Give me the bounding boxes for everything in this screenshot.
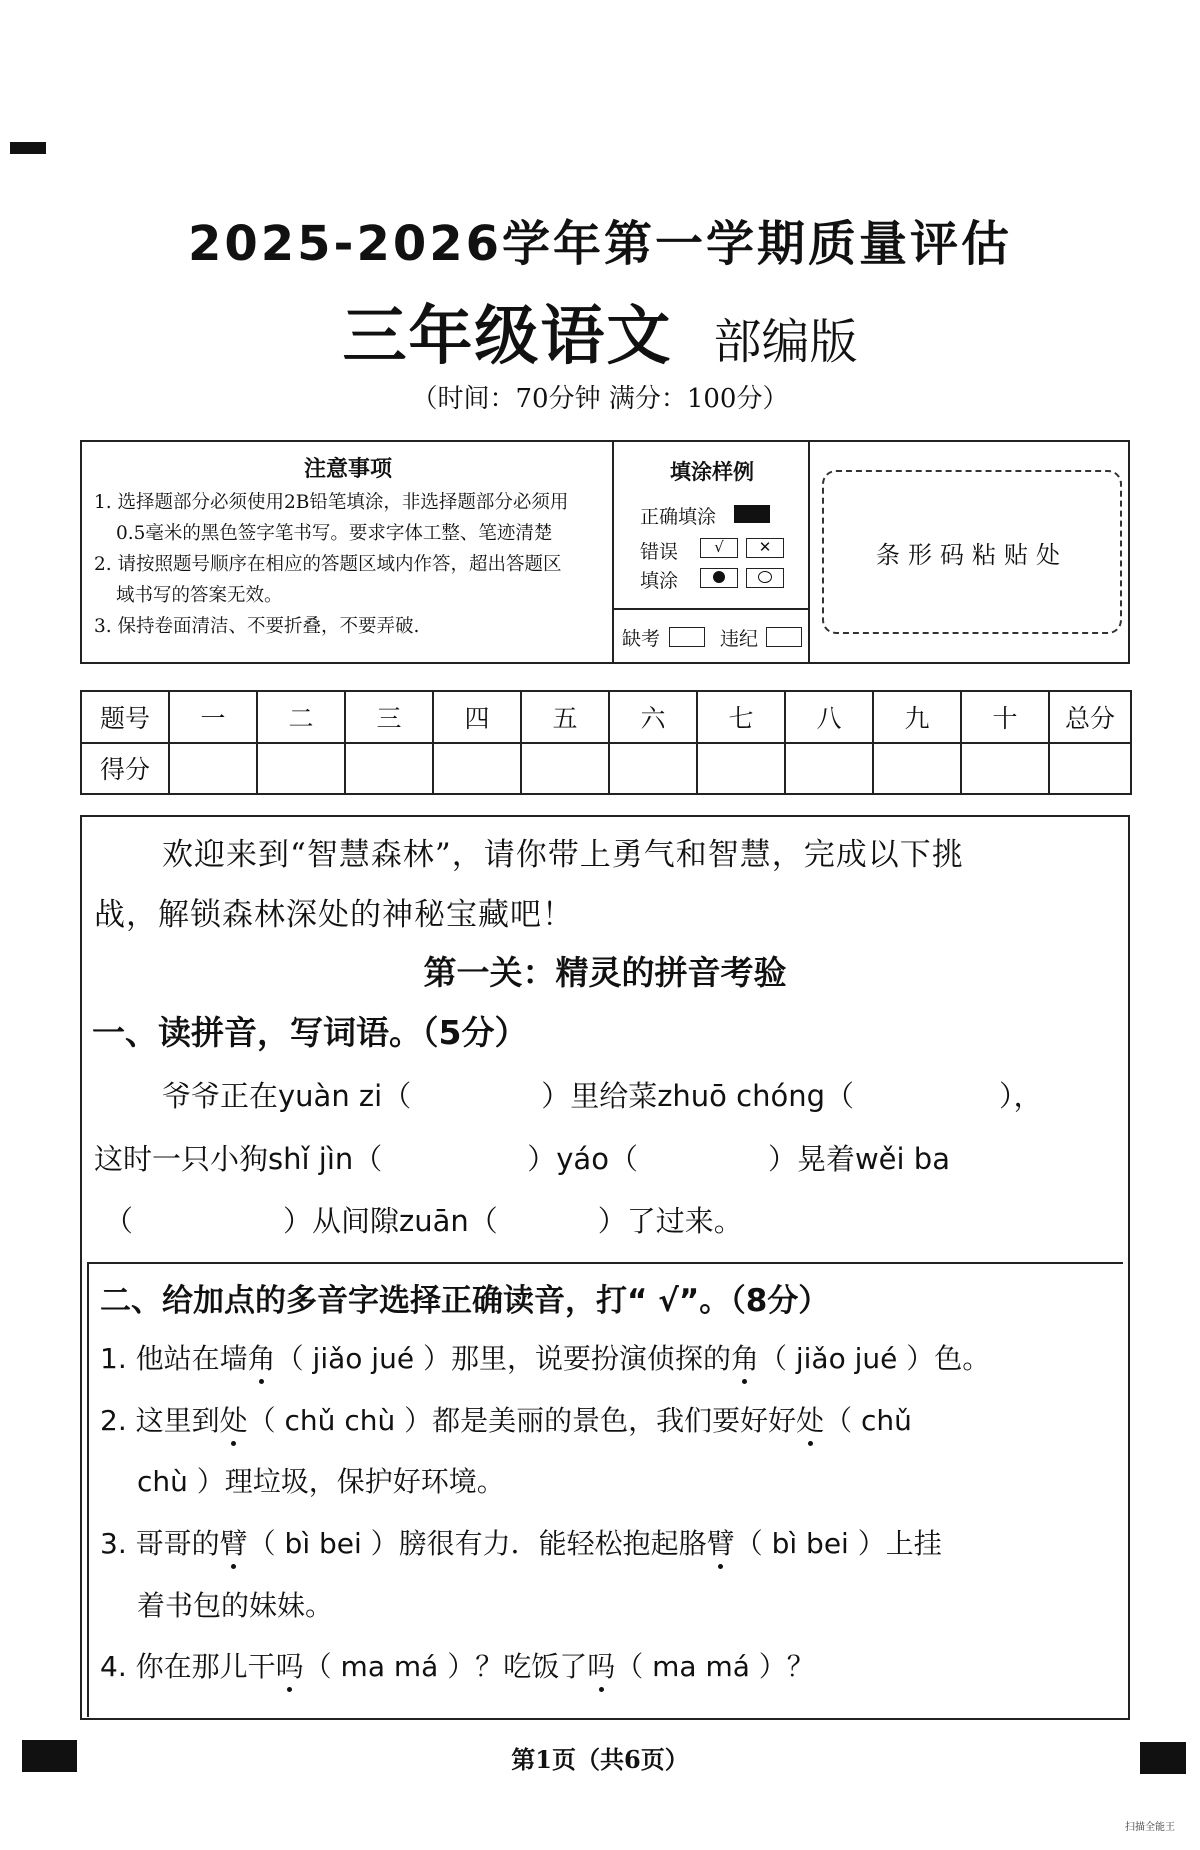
q2-text: 3. 哥哥的 [100,1527,220,1560]
q1-text: 这时一只小狗shǐ jìn（ [94,1142,383,1176]
notice-line: 域书写的答案无效。 [116,585,283,606]
exam-meta: （时间：70分钟 满分：100分） [411,384,789,414]
table-cell: 八 [785,691,873,743]
q2-item-1 [100,1337,990,1377]
dotted-char: 臂 [219,1527,248,1560]
q1-line-1 [162,1074,1043,1115]
q2-text[interactable]: （ ma má ）？吃饭了 [303,1650,588,1683]
correct-fill-sample-icon [734,505,770,523]
wrong-fill-label: 错误 [640,541,679,563]
fill-sample-section [614,442,810,662]
score-cell[interactable] [433,743,521,795]
absent-checkbox[interactable] [669,627,705,647]
table-cell: 七 [697,691,785,743]
table-cell: 二 [257,691,345,743]
dotted-char: 吗 [587,1650,616,1683]
q2-text[interactable]: （ ma má ）？ [615,1650,815,1683]
table-cell: 五 [521,691,609,743]
violation-checkbox[interactable] [766,627,802,647]
table-cell: 十 [961,691,1049,743]
scanner-watermark: 扫描全能王 [1125,1822,1175,1833]
notice-line: 3. 保持卷面清洁、不要折叠，不要弄破. [94,616,420,637]
q2-item-2-cont[interactable]: chù ）理垃圾，保护好环境。 [137,1465,505,1498]
q2-text[interactable]: （ bì bei ）上挂 [734,1527,942,1560]
dot-fill-sample-icon [700,568,738,588]
divider [614,608,810,610]
table-cell: 四 [433,691,521,743]
q2-item-3-cont: 着书包的妹妹。 [137,1589,334,1622]
notice-line: 0.5毫米的黑色签字笔书写。要求字体工整、笔迹清楚 [116,523,553,544]
q1-text: （ [104,1204,134,1238]
notice-box [80,440,1130,664]
score-cell[interactable] [169,743,257,795]
notice-section [82,442,614,662]
q2-text[interactable]: （ bì bei ）膀很有力．能轻松抱起胳 [247,1527,707,1560]
score-cell[interactable] [1049,743,1131,795]
table-cell: 一 [169,691,257,743]
table-cell: 得分 [81,743,169,795]
exam-title: 2025-2026学年第一学期质量评估 [187,216,1013,272]
score-cell[interactable] [785,743,873,795]
violation-label: 违纪 [720,628,759,650]
score-cell[interactable] [345,743,433,795]
page-footer: 第1页（共6页） [511,1745,689,1774]
stage-title: 第一关：精灵的拼音考验 [423,953,787,992]
question-1-title: 一、读拼音，写词语。（5分） [92,1013,528,1052]
check-mark-sample-icon: √ [700,538,738,558]
dotted-char: 吗 [275,1650,304,1683]
score-cell[interactable] [609,743,697,795]
q2-text[interactable]: （ jiǎo jué ）那里，说要扮演侦探的 [275,1342,731,1375]
dotted-char: 角 [247,1342,276,1375]
table-cell: 总分 [1049,691,1131,743]
q1-text: ）从间隙zuān（ [283,1204,498,1238]
q1-text: ）里给菜zhuō chóng（ [541,1079,855,1113]
dotted-char: 角 [730,1342,759,1375]
cross-mark-sample-icon: ✕ [746,538,784,558]
score-cell[interactable] [521,743,609,795]
subject-line [0,285,1200,377]
q1-line-2 [94,1137,950,1178]
q2-item-4 [100,1645,815,1685]
content-box [80,815,1130,1720]
divider [87,1262,1123,1264]
score-cell[interactable] [961,743,1049,795]
q2-text[interactable]: （ jiǎo jué ）色。 [758,1342,991,1375]
table-cell: 九 [873,691,961,743]
intro-line-1: 欢迎来到“智慧森林”，请你带上勇气和智慧，完成以下挑 [162,837,964,873]
circle-fill-sample-icon [746,568,784,588]
notice-line: 2. 请按照题号顺序在相应的答题区域内作答，超出答题区 [94,554,562,575]
barcode-area: 条形码粘贴处 [822,470,1122,634]
score-cell[interactable] [257,743,345,795]
dotted-char: 臂 [706,1527,735,1560]
q1-text: ）yáo（ [527,1142,638,1176]
absent-label: 缺考 [622,628,661,650]
score-table [80,690,1132,795]
notice-title: 注意事项 [303,456,392,482]
score-table-header-row [81,691,1131,743]
table-cell: 题号 [81,691,169,743]
score-table-score-row [81,743,1131,795]
question-2-title: 二、给加点的多音字选择正确读音，打“ √”。（8分） [100,1283,830,1319]
q1-text: 爷爷正在yuàn zi（ [162,1079,412,1113]
q1-text: ）晃着wěi ba [767,1142,950,1176]
notice-line: 1. 选择题部分必须使用2B铅笔填涂，非选择题部分必须用 [94,492,569,513]
q2-text: 4. 你在那儿干 [100,1650,276,1683]
edition-label: 部编版 [713,314,858,370]
q1-line-3 [104,1199,743,1240]
table-cell: 六 [609,691,697,743]
subject-title: 三年级语文 [342,299,673,374]
q1-text: ）了过来。 [597,1204,743,1238]
score-cell[interactable] [697,743,785,795]
dotted-char: 处 [796,1404,825,1437]
divider [87,1262,89,1717]
q2-text: 2. 这里到 [100,1404,220,1437]
q2-text[interactable]: （ chǔ chù ）都是美丽的景色，我们要好好 [247,1404,797,1437]
score-cell[interactable] [873,743,961,795]
q2-item-2 [100,1399,912,1439]
correct-fill-label: 正确填涂 [640,506,717,528]
q2-item-3 [100,1522,942,1562]
dotted-char: 处 [219,1404,248,1437]
fill-sample-title: 填涂样例 [670,459,754,484]
q2-text: 1. 他站在墙 [100,1342,248,1375]
q1-text: ）， [999,1079,1043,1113]
intro-line-2: 战，解锁森林深处的神秘宝藏吧！ [94,897,574,933]
q2-text[interactable]: （ chǔ [824,1404,912,1437]
wrong-fill-label-2: 填涂 [640,570,679,592]
table-cell: 三 [345,691,433,743]
registration-mark-top-left [10,142,46,154]
